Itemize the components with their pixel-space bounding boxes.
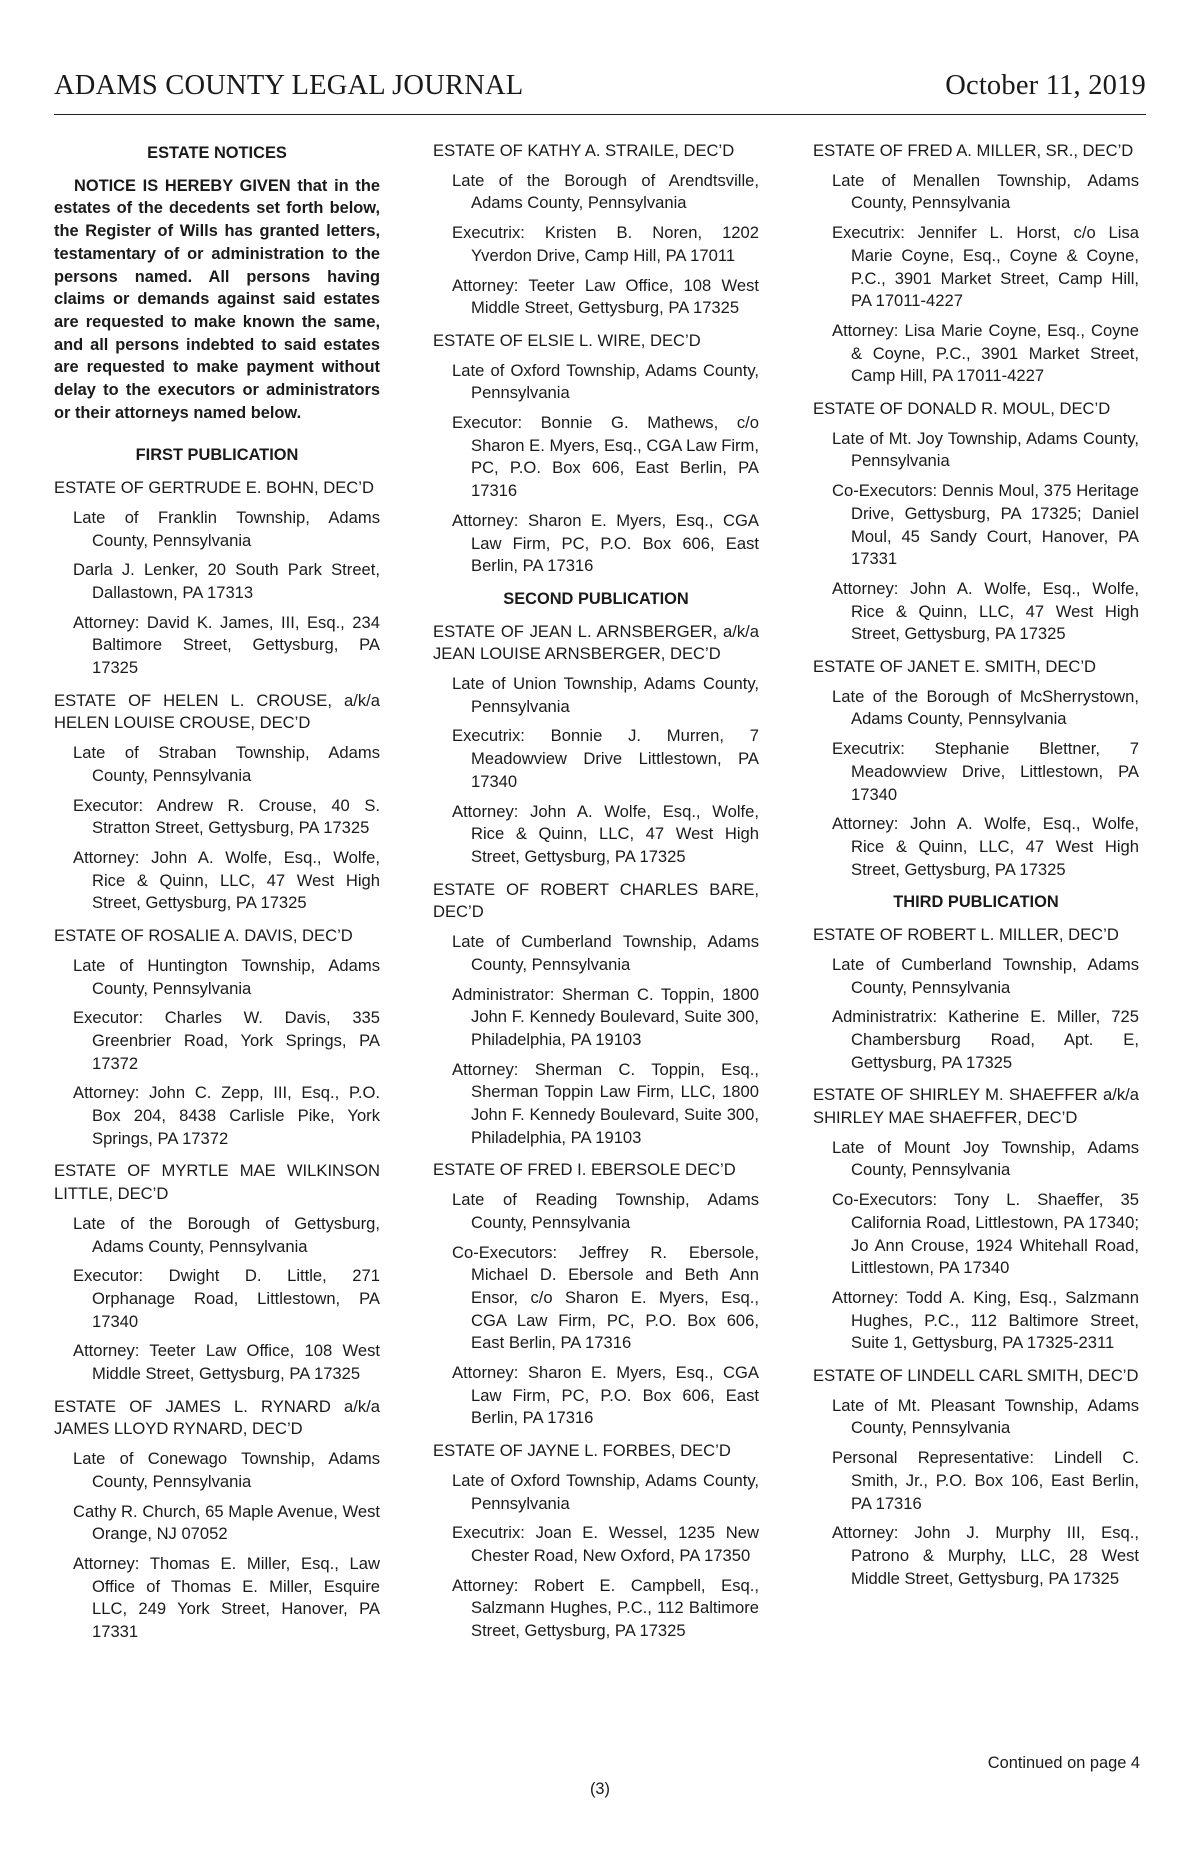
estate-detail: Darla J. Lenker, 20 South Park Street, Dallastown, PA 17313 (73, 560, 380, 602)
estate-detail: Late of Huntington Township, Adams County, Pennsylvania (73, 955, 380, 998)
estate-detail: Executor: Charles W. Davis, 335 Greenbrier Road, York Springs, PA 17372 (73, 1008, 380, 1073)
estate-detail: Late of Conewago Township, Adams County, Pennsylvania (73, 1449, 380, 1491)
estate-notice (813, 656, 1139, 881)
estate-detail: Attorney: John A. Wolfe, Esq., Wolfe, Rice & Quinn, LLC, 47 West High Street, Gettysburg, PA 17325 (452, 801, 759, 866)
estate-title: ESTATE OF GERTRUDE E. BOHN, DEC’D (54, 478, 374, 498)
estate-detail: Late of Straban Township, Adams County, Pennsylvania (73, 743, 380, 785)
journal-header (54, 62, 1146, 115)
section-heading: SECOND PUBLICATION (503, 589, 689, 608)
estate-detail: Executrix: Bonnie J. Murren, 7 Meadowview Drive Littlestown, PA 17340 (452, 726, 759, 791)
estate-detail: Executrix: Joan E. Wessel, 1235 New Chester Road, New Oxford, PA 17350 (452, 1523, 759, 1565)
estate-title: ESTATE OF ROSALIE A. DAVIS, DEC’D (54, 926, 353, 946)
section-heading: THIRD PUBLICATION (893, 893, 1059, 912)
estate-detail: Late of Reading Township, Adams County, Pennsylvania (452, 1190, 759, 1232)
estate-notice (813, 1084, 1139, 1355)
estate-detail: Co-Executors: Dennis Moul, 375 Heritage Drive, Gettysburg, PA 17325; Daniel Moul, 45 Sandy Court, Hanover, PA 17331 (832, 481, 1139, 569)
estate-detail: Late of Mount Joy Township, Adams County, Pennsylvania (832, 1137, 1139, 1180)
journal-title: ADAMS COUNTY LEGAL JOURNAL (54, 70, 524, 101)
estate-notice (54, 1396, 380, 1644)
estate-detail: Administratrix: Katherine E. Miller, 725 Chambersburg Road, Apt. E, Gettysburg, PA 17325 (832, 1007, 1139, 1072)
estate-notice (433, 330, 759, 578)
estate-detail: Late of Menallen Township, Adams County, Pennsylvania (832, 170, 1139, 213)
column-3 (813, 140, 1139, 1600)
estate-detail: Cathy R. Church, 65 Maple Avenue, West Orange, NJ 07052 (73, 1501, 380, 1544)
estate-detail: Executrix: Stephanie Blettner, 7 Meadowview Drive, Littlestown, PA 17340 (832, 739, 1139, 804)
estate-detail: Late of Franklin Township, Adams County, Pennsylvania (73, 507, 380, 550)
estate-title: ESTATE OF DONALD R. MOUL, DEC’D (813, 399, 1111, 419)
estate-title: ESTATE OF LINDELL CARL SMITH, DEC’D (813, 1366, 1139, 1386)
estate-detail: Late of Cumberland Township, Adams County, Pennsylvania (452, 932, 759, 974)
issue-date: October 11, 2019 (945, 70, 1146, 101)
estate-detail: Administrator: Sherman C. Toppin, 1800 John F. Kennedy Boulevard, Suite 300, Philadelphia, PA 19103 (452, 984, 759, 1049)
estate-title: ESTATE OF FRED A. MILLER, SR., DEC’D (813, 141, 1134, 160)
estate-detail: Late of the Borough of Gettysburg, Adams County, Pennsylvania (73, 1213, 380, 1256)
estate-title: ESTATE OF KATHY A. STRAILE, DEC’D (433, 141, 735, 160)
estate-notice (813, 1365, 1139, 1590)
estate-detail: Attorney: John A. Wolfe, Esq., Wolfe, Rice & Quinn, LLC, 47 West High Street, Gettysburg, PA 17325 (832, 578, 1139, 644)
estate-detail: Attorney: John A. Wolfe, Esq., Wolfe, Rice & Quinn, LLC, 47 West High Street, Gettysburg, PA 17325 (832, 814, 1139, 879)
estate-title: ESTATE OF FRED I. EBERSOLE DEC’D (433, 1160, 736, 1180)
estate-detail: Attorney: Teeter Law Office, 108 West Middle Street, Gettysburg, PA 17325 (73, 1341, 380, 1384)
estate-notice (54, 1160, 380, 1385)
column-1 (54, 140, 380, 1654)
continued-note: Continued on page 4 (987, 1754, 1140, 1772)
estate-title: ESTATE OF JAMES L. RYNARD a/k/a JAMES LLOYD RYNARD, DEC’D (54, 1396, 380, 1439)
estate-detail: Executor: Andrew R. Crouse, 40 S. Stratton Street, Gettysburg, PA 17325 (73, 795, 380, 838)
estate-title: ESTATE OF SHIRLEY M. SHAEFFER a/k/a SHIRLEY MAE SHAEFFER, DEC’D (813, 1085, 1139, 1128)
estate-detail: Late of Mt. Pleasant Township, Adams County, Pennsylvania (832, 1395, 1139, 1438)
estate-detail: Co-Executors: Jeffrey R. Ebersole, Michael D. Ebersole and Beth Ann Ensor, c/o Sharon E. Myers, Esq., CGA Law Firm, PC, P.O. Box 606, East Berlin, PA 17316 (452, 1242, 759, 1353)
estate-title: ESTATE OF JEAN L. ARNSBERGER, a/k/a JEAN LOUISE ARNSBERGER, DEC’D (433, 621, 759, 664)
estate-detail: Attorney: Teeter Law Office, 108 West Middle Street, Gettysburg, PA 17325 (452, 275, 759, 318)
estate-detail: Attorney: Lisa Marie Coyne, Esq., Coyne & Coyne, P.C., 3901 Market Street, Camp Hill, PA 17011-4227 (832, 320, 1139, 386)
estate-detail: Personal Representative: Lindell C. Smith, Jr., P.O. Box 106, East Berlin, PA 17316 (832, 1448, 1139, 1513)
page-number: (3) (589, 1780, 611, 1798)
estate-detail: Executor: Dwight D. Little, 271 Orphanage Road, Littlestown, PA 17340 (73, 1266, 380, 1331)
estate-title: ESTATE OF ELSIE L. WIRE, DEC’D (433, 330, 701, 350)
estate-detail: Attorney: Thomas E. Miller, Esq., Law Office of Thomas E. Miller, Esquire LLC, 249 York Street, Hanover, PA 17331 (73, 1553, 380, 1642)
estate-detail: Attorney: David K. James, III, Esq., 234 Baltimore Street, Gettysburg, PA 17325 (73, 612, 380, 678)
notice-intro: NOTICE IS HEREBY GIVEN that in the estates of the decedents set forth below, the Register of Wills has granted letters, testamentary of or administration to the persons named. All persons having claims or demands against said estates are requested to make known the same, and all persons indebted to said estates are requested to make payment without delay to the executors or administrators or their attorneys named below. (54, 176, 380, 422)
estate-title: ESTATE OF ROBERT CHARLES BARE, DEC’D (433, 879, 759, 922)
estate-notice (433, 140, 759, 320)
estate-notice (433, 1440, 759, 1643)
estate-detail: Executrix: Kristen B. Noren, 1202 Yverdon Drive, Camp Hill, PA 17011 (452, 223, 759, 265)
estate-notice (433, 879, 759, 1150)
estate-detail: Attorney: Todd A. King, Esq., Salzmann Hughes, P.C., 112 Baltimore Street, Suite 1, Gettysburg, PA 17325-2311 (832, 1287, 1139, 1353)
section-heading: FIRST PUBLICATION (135, 446, 299, 465)
estate-title: ESTATE OF ROBERT L. MILLER, DEC’D (813, 925, 1119, 945)
estate-detail: Executor: Bonnie G. Mathews, c/o Sharon E. Myers, Esq., CGA Law Firm, PC, P.O. Box 606, East Berlin, PA 17316 (452, 413, 759, 501)
estate-notice (433, 621, 759, 869)
estate-detail: Co-Executors: Tony L. Shaeffer, 35 California Road, Littlestown, PA 17340; Jo Ann Crouse, 1924 Whitehall Road, Littlestown, PA 17340 (832, 1190, 1139, 1278)
estate-title: ESTATE OF MYRTLE MAE WILKINSON LITTLE, DEC’D (54, 1161, 380, 1204)
estate-detail: Late of Union Township, Adams County, Pennsylvania (452, 674, 759, 716)
estate-notice (433, 1159, 759, 1430)
estate-detail: Attorney: John J. Murphy III, Esq., Patrono & Murphy, LLC, 28 West Middle Street, Gettysburg, PA 17325 (832, 1523, 1139, 1588)
estate-title: ESTATE OF JAYNE L. FORBES, DEC’D (433, 1441, 731, 1461)
estate-detail: Attorney: Sharon E. Myers, Esq., CGA Law Firm, PC, P.O. Box 606, East Berlin, PA 17316 (452, 510, 759, 576)
estate-detail: Attorney: Robert E. Campbell, Esq., Salzmann Hughes, P.C., 112 Baltimore Street, Gettysburg, PA 17325 (452, 1575, 759, 1641)
estate-detail: Attorney: John C. Zepp, III, Esq., P.O. Box 204, 8438 Carlisle Pike, York Springs, PA 17372 (73, 1083, 380, 1148)
estate-detail: Late of the Borough of McSherrystown, Adams County, Pennsylvania (832, 686, 1139, 729)
estate-detail: Attorney: Sharon E. Myers, Esq., CGA Law Firm, PC, P.O. Box 606, East Berlin, PA 17316 (452, 1363, 759, 1428)
estate-detail: Late of Oxford Township, Adams County, Pennsylvania (452, 1470, 759, 1513)
estate-notice (813, 140, 1139, 388)
estate-notice (813, 398, 1139, 646)
estate-notice (813, 924, 1139, 1074)
estate-detail: Attorney: John A. Wolfe, Esq., Wolfe, Rice & Quinn, LLC, 47 West High Street, Gettysburg, PA 17325 (73, 847, 380, 913)
estate-notice (54, 690, 380, 915)
column-2 (433, 140, 759, 1653)
estate-detail: Attorney: Sherman C. Toppin, Esq., Sherman Toppin Law Firm, LLC, 1800 John F. Kennedy Boulevard, Suite 300, Philadelphia, PA 19103 (452, 1059, 759, 1147)
estate-detail: Executrix: Jennifer L. Horst, c/o Lisa Marie Coyne, Esq., Coyne & Coyne, P.C., 3901 Market Street, Camp Hill, PA 17011-4227 (832, 223, 1139, 311)
estate-detail: Late of Oxford Township, Adams County, Pennsylvania (452, 360, 759, 403)
estate-title: ESTATE OF HELEN L. CROUSE, a/k/a HELEN LOUISE CROUSE, DEC’D (54, 690, 380, 733)
estate-notice (54, 477, 380, 680)
estate-detail: Late of the Borough of Arendtsville, Adams County, Pennsylvania (452, 170, 759, 213)
estate-detail: Late of Mt. Joy Township, Adams County, Pennsylvania (832, 428, 1139, 471)
section-heading: ESTATE NOTICES (147, 144, 287, 162)
estate-detail: Late of Cumberland Township, Adams County, Pennsylvania (832, 954, 1139, 997)
estate-title: ESTATE OF JANET E. SMITH, DEC’D (813, 657, 1097, 677)
estate-notice (54, 925, 380, 1150)
